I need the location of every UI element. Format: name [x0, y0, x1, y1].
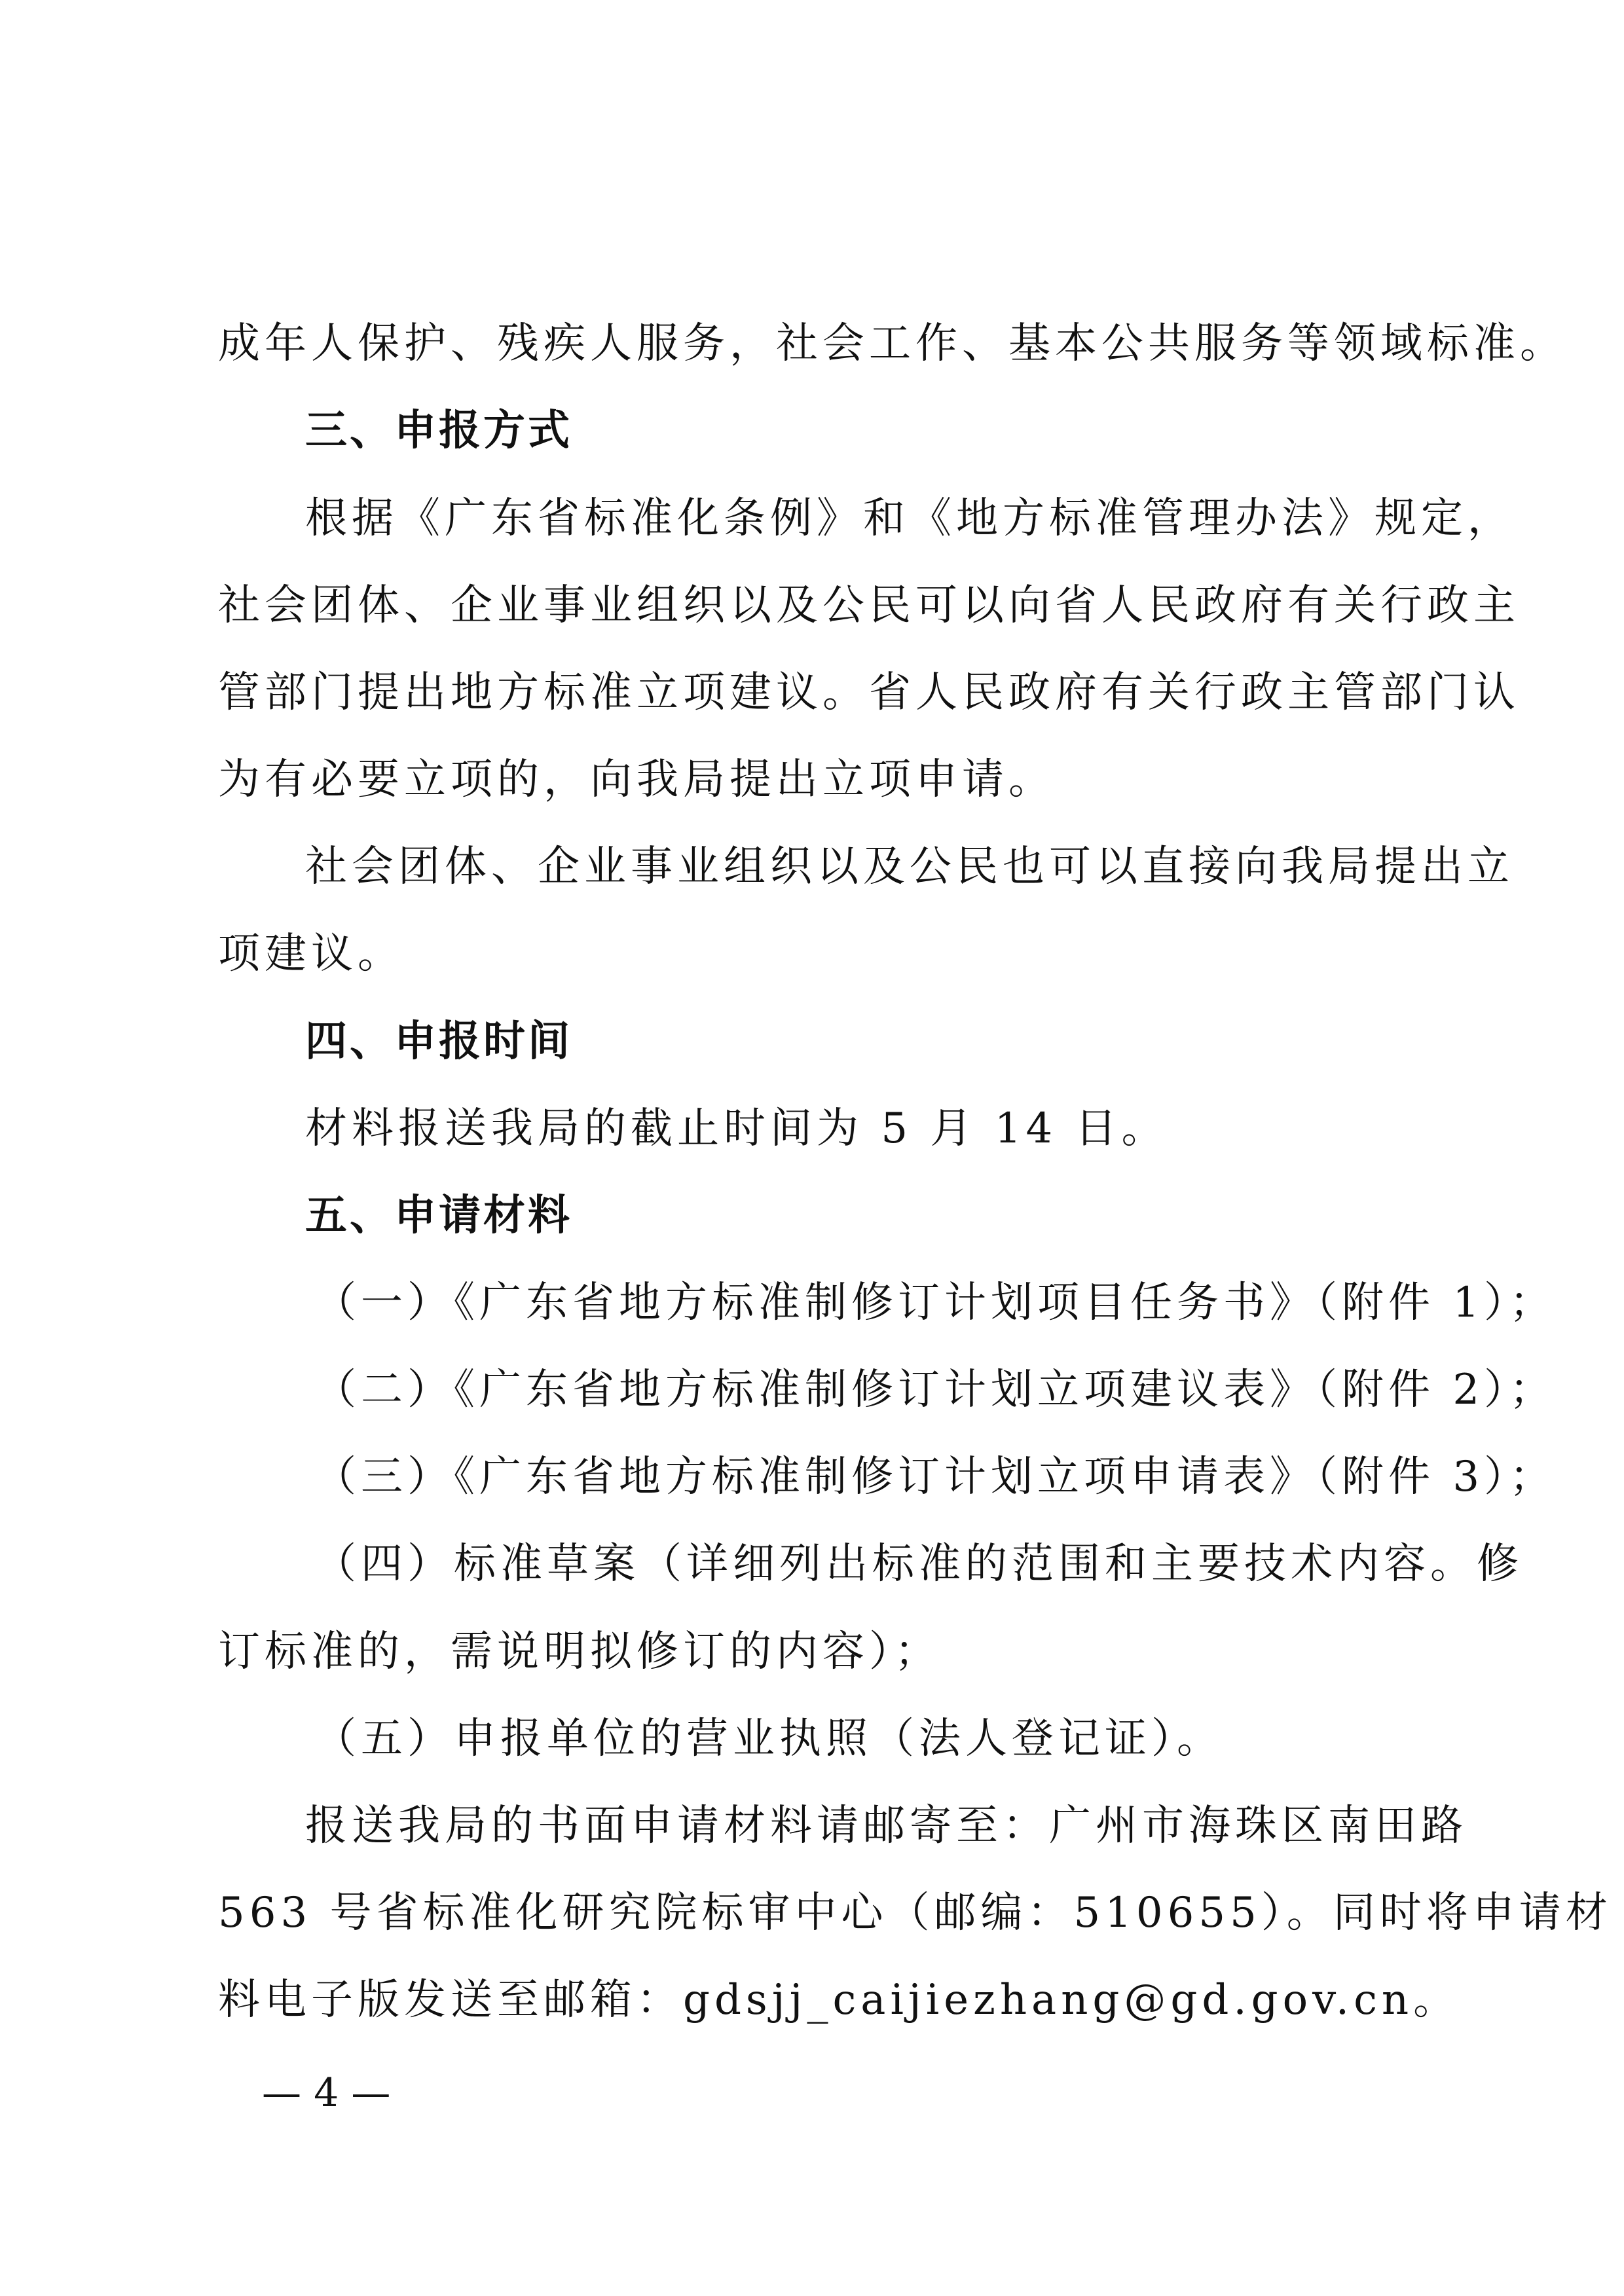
body-line-7: 社会团体、企业事业组织以及公民也可以直接向我局提出立 [305, 843, 1514, 891]
material-item-4-continued: 订标准的，需说明拟修订的内容）； [218, 1628, 941, 1676]
body-line-3: 根据《广东省标准化条例》和《地方标准管理办法》规定， [305, 494, 1514, 543]
material-item-3: （三）《广东省地方标准制修订计划立项申请表》（附件 3）； [314, 1453, 1557, 1501]
material-item-1: （一）《广东省地方标准制修订计划项目任务书》（附件 1）； [314, 1279, 1557, 1327]
body-line-5: 管部门提出地方标准立项建议。省人民政府有关行政主管部门认 [218, 668, 1520, 717]
section-heading-4: 四、申报时间 [305, 1017, 572, 1066]
material-item-4: （四）标准草案（详细列出标准的范围和主要技术内容。修 [314, 1540, 1523, 1588]
section-heading-5: 五、申请材料 [305, 1192, 572, 1240]
material-item-2: （二）《广东省地方标准制修订计划立项建议表》（附件 2）； [314, 1366, 1557, 1414]
body-line-18: 报送我局的书面申请材料请邮寄至：广州市海珠区南田路 [305, 1802, 1467, 1850]
body-line-4: 社会团体、企业事业组织以及公民可以向省人民政府有关行政主 [218, 581, 1520, 630]
body-line-6: 为有必要立项的，向我局提出立项申请。 [218, 756, 1055, 804]
body-line-8: 项建议。 [218, 930, 404, 978]
material-item-5: （五）申报单位的营业执照（法人登记证）。 [314, 1715, 1223, 1763]
body-line-19: 563 号省标准化研究院标审中心（邮编：510655）。同时将申请材 [218, 1889, 1612, 1937]
section-heading-3: 三、申报方式 [305, 407, 572, 455]
body-line-20: 料电子版发送至邮箱：gdsjj_caijiezhang@gd.gov.cn。 [218, 1976, 1460, 2024]
body-line-1: 成年人保护、残疾人服务，社会工作、基本公共服务等领域标准。 [218, 319, 1566, 368]
body-line-10: 材料报送我局的截止时间为 5 月 14 日。 [305, 1104, 1168, 1153]
page-number: — 4 — [262, 2070, 391, 2116]
